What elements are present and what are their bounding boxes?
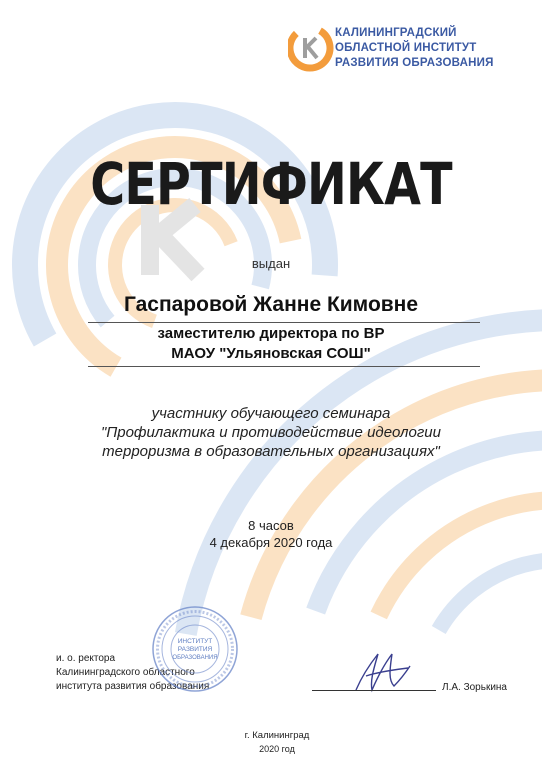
institute-name-line1: КАЛИНИНГРАДСКИЙ bbox=[335, 27, 457, 39]
recipient-organization: МАОУ "Ульяновская СОШ" bbox=[171, 345, 371, 362]
institute-name-line2: ОБЛАСТНОЙ ИНСТИТУТ bbox=[335, 42, 477, 54]
participant-role: участнику обучающего семинара bbox=[151, 405, 391, 422]
issued-label: выдан bbox=[251, 256, 291, 271]
recipient-underline bbox=[88, 322, 480, 323]
seminar-title-line2: терроризма в образовательных организациях" bbox=[102, 443, 440, 460]
institute-name-line3: РАЗВИТИЯ ОБРАЗОВАНИЯ bbox=[335, 57, 494, 69]
recipient-position: заместителю директора по ВР bbox=[157, 325, 385, 342]
event-date: 4 декабря 2020 года bbox=[209, 535, 333, 550]
seminar-title-line1: "Профилактика и противодействие идеологии bbox=[101, 424, 441, 441]
institute-name bbox=[335, 26, 494, 71]
signatory-title-line2: Калининградского областного bbox=[56, 667, 195, 678]
signatory-title-line1: и. о. ректора bbox=[56, 653, 116, 664]
year: 2020 год bbox=[259, 744, 295, 754]
official-stamp bbox=[150, 604, 240, 694]
recipient-name: Гаспаровой Жанне Кимовне bbox=[123, 293, 419, 316]
signature-line bbox=[312, 690, 436, 691]
hours: 8 часов bbox=[248, 518, 294, 533]
stamp-line2: РАЗВИТИЯ bbox=[177, 646, 213, 653]
certificate-title: СЕРТИФИКАТ bbox=[90, 150, 452, 218]
city: г. Калининград bbox=[244, 730, 310, 741]
stamp-line1: ИНСТИТУТ bbox=[177, 638, 213, 645]
stamp-line3: ОБРАЗОВАНИЯ bbox=[172, 655, 218, 661]
signatory-title-line3: института развития образования bbox=[56, 681, 210, 692]
organization-underline bbox=[88, 366, 480, 367]
signatory-name: Л.А. Зорькина bbox=[442, 682, 507, 693]
